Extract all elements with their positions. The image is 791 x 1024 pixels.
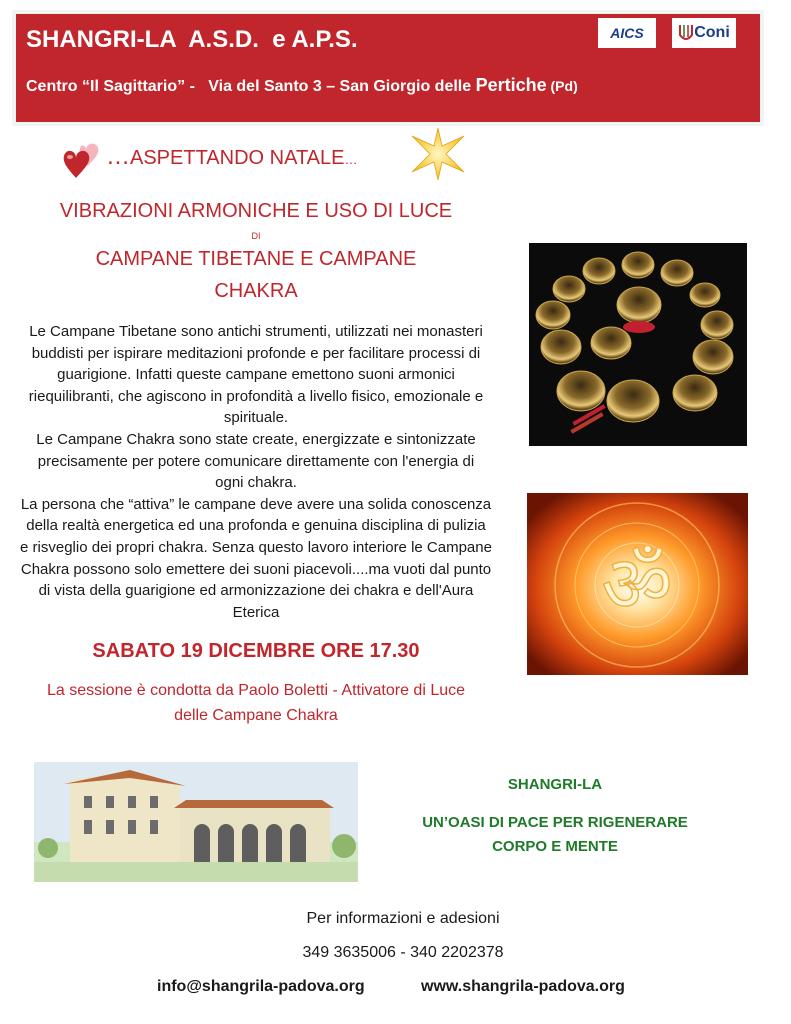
tagline-name: SHANGRI-LA — [507, 776, 603, 793]
description-line: Le Campane Tibetane sono antichi strumenti, utilizzati nei monasteri — [29, 323, 483, 340]
villa-building-photo — [34, 762, 358, 882]
description-line: guarigione. Infatti queste campane emettono suoni armonici — [57, 366, 455, 384]
org-name: SHANGRI-LA A.S.D. e A.P.S. — [26, 26, 358, 53]
hearts-icon — [62, 140, 104, 182]
event-title-line2: CAMPANE TIBETANE E CAMPANE — [95, 248, 417, 270]
om-symbol-photo — [527, 493, 748, 675]
description-line: Chakra possono solo emettere dei suoni piacevoli....ma vuoti dal punto — [20, 560, 492, 578]
coni-logo — [672, 18, 736, 48]
aics-logo: AICS — [598, 18, 656, 48]
event-host-line1: La sessione è condotta da Paolo Boletti - Attivatore di Luce — [46, 682, 466, 699]
event-title-connector: DI — [251, 231, 261, 241]
banner-trail: … — [344, 152, 358, 167]
event-host-line2: delle Campane Chakra — [174, 707, 338, 724]
coni-label: Coni — [694, 24, 730, 41]
description-line: spirituale. — [223, 409, 289, 427]
banner-lead: … — [106, 143, 130, 170]
phone-numbers: 349 3635006 - 340 2202378 — [302, 944, 504, 961]
description-line: La persona che “attiva” le campane deve avere una solida conoscenza — [20, 495, 492, 513]
om-glyph: ॐ — [601, 540, 673, 630]
event-date: SABATO 19 DICEMBRE ORE 17.30 — [92, 640, 420, 662]
address — [26, 75, 578, 96]
event-title-line3: CHAKRA — [214, 280, 298, 302]
banner-title — [106, 143, 357, 171]
banner-title-text: ASPETTANDO NATALE — [130, 147, 345, 169]
tagline-line1: UN’OASI DI PACE PER RIGENERARE — [422, 814, 688, 831]
address-town: Pertiche — [475, 75, 547, 95]
star-icon — [410, 126, 466, 182]
address-province: (Pd) — [546, 78, 578, 94]
address-main: Centro “Il Sagittario” - Via del Santo 3 – San Giorgio delle — [26, 78, 476, 95]
description-line: della realtà energetica ed una profonda e genuina disciplina di pulizia — [26, 517, 486, 535]
description-line: precisamente per potere comunicare direttamente con l'energia di — [37, 452, 475, 470]
tagline-line2: CORPO E MENTE — [492, 838, 618, 855]
coni-rings-icon — [678, 23, 694, 43]
website-link[interactable]: www.shangrila-padova.org — [421, 978, 625, 995]
event-description — [0, 321, 512, 623]
description-line: Eterica — [232, 603, 280, 621]
description-line: di vista della guarigione ed armonizzazione dei chakra e dell'Aura — [38, 582, 474, 600]
event-title-line1: VIBRAZIONI ARMONICHE E USO DI LUCE — [59, 200, 453, 222]
singing-bowls-photo — [529, 243, 747, 446]
description-line: e risveglio dei propri chakra. Senza questo lavoro interiore le Campane — [20, 538, 492, 556]
info-label: Per informazioni e adesioni — [306, 910, 500, 927]
description-line: ogni chakra. — [215, 474, 297, 492]
description-line: Le Campane Chakra sono state create, energizzate e sintonizzate — [36, 430, 476, 448]
email-link[interactable]: info@shangrila-padova.org — [157, 978, 365, 995]
description-line: riequilibranti, che agiscono in profondità a livello fisico, emozionale e — [28, 387, 484, 405]
description-line: buddisti per ispirare meditazioni profonde e per facilitare processi di — [31, 344, 481, 362]
